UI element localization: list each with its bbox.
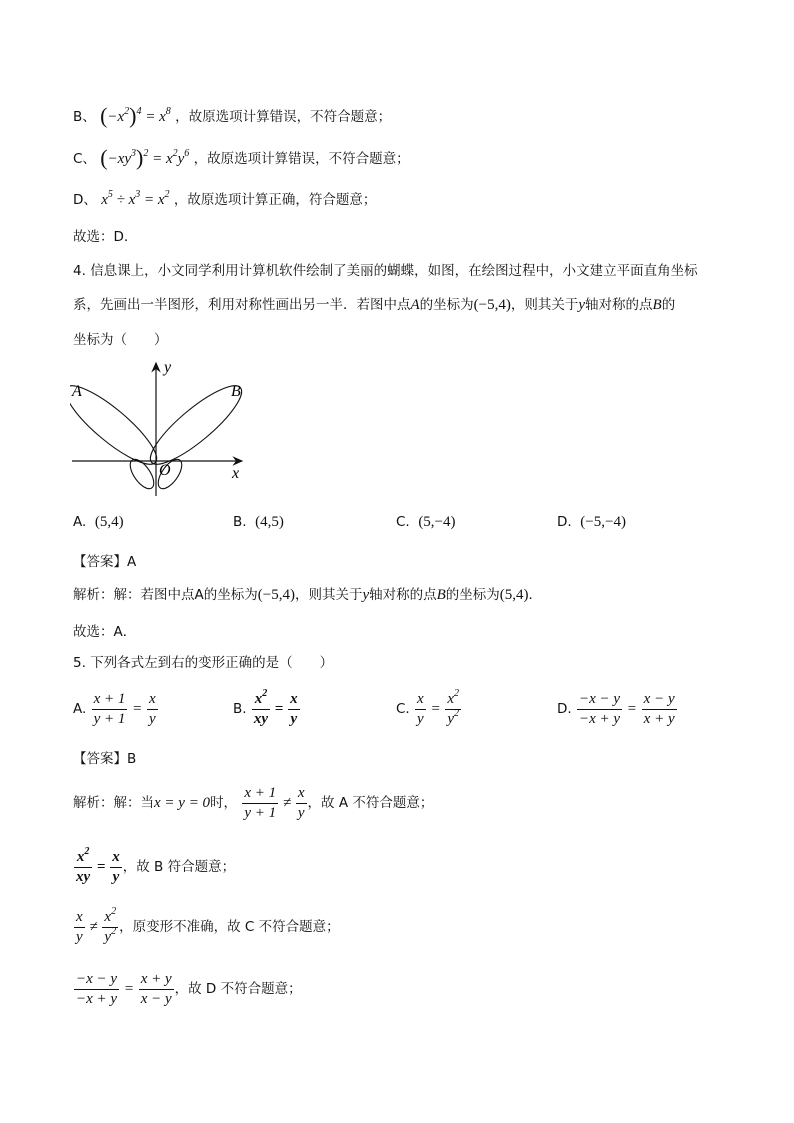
- choose-d: 故选：D．: [73, 229, 138, 245]
- label-b: B: [231, 383, 241, 400]
- label-a: A: [72, 383, 82, 400]
- line-d-prefix: D、: [73, 192, 97, 208]
- q5-analysis-1a: 解析：解：当: [73, 794, 154, 811]
- q4-analysis-d: 的坐标为: [445, 587, 500, 603]
- option-letter: A.: [73, 514, 87, 530]
- label-origin: O: [159, 462, 171, 479]
- option-letter: B.: [233, 514, 247, 530]
- q4-text-1: 信息课上，小文同学利用计算机软件绘制了美丽的蝴蝶，如图，在绘图过程中，小文建立平面直角坐标: [90, 263, 698, 279]
- q5-analysis-4: [73, 970, 302, 1009]
- q5-analysis-1: [73, 784, 433, 823]
- q5-text: 下列各式左到右的变形正确的是（ ）: [90, 655, 334, 671]
- q5-number: 5.: [73, 655, 86, 671]
- q4-analysis-a: 解析：解：若图中点A的坐标为: [73, 587, 258, 603]
- solution-line-d: [73, 190, 376, 210]
- q4-analysis-b: ，则其关于: [294, 587, 363, 603]
- q4-analysis-coord-b: (5,4): [499, 587, 529, 603]
- q5-analysis-3-text: ，原变形不准确，故 C 不符合题意；: [119, 918, 340, 935]
- formula-q5-a: $\frac{x + 1}{y + 1}$ = $\frac{x}{y}$: [93, 691, 156, 727]
- solution-line-b: [73, 103, 392, 128]
- formula-q5-analysis-b: $\frac{x^2}{xy}$ = $\frac{x}{y}$: [76, 846, 120, 885]
- q4-text-2c: ，则其关于: [510, 297, 579, 313]
- option-value: (5,−4): [418, 514, 456, 530]
- line-c-suffix: ，故原选项计算错误，不符合题意；: [193, 151, 410, 167]
- line-b-prefix: B、: [73, 109, 96, 125]
- q4-text-2b: 的坐标为: [419, 297, 474, 313]
- q4-analysis-coord-a: (−5,4): [257, 587, 295, 603]
- q5-analysis-1b: 时，: [210, 794, 238, 811]
- formula-q5-analysis-c: $\frac{x}{y}$ ≠ $\frac{x^2}{y^2}$: [76, 906, 117, 945]
- q4-axis: y: [578, 297, 586, 313]
- formula-q5-analysis-a: $\frac{x + 1}{y + 1}$ ≠ $\frac{x}{y}$: [244, 785, 305, 821]
- q4-analysis-c: 轴对称的点: [369, 587, 437, 603]
- option-letter: B.: [233, 700, 247, 717]
- formula-b: $(-x^2)^4 = x^8$: [100, 103, 171, 128]
- q5-analysis-2-text: ，故 B 符合题意；: [122, 858, 236, 875]
- q4-option-d: [557, 512, 626, 532]
- q4-analysis-axis: y: [362, 587, 370, 603]
- q4-line-3: 坐标为（ ）: [73, 332, 168, 348]
- q5-answer: 【答案】B: [73, 751, 137, 767]
- q4-line-1: [73, 261, 698, 281]
- q4-answer: 【答案】A: [73, 554, 137, 570]
- q4-option-b: [233, 512, 284, 532]
- q4-text-2a: 系，先画出一半图形，利用对称性画出另一半．若图中点: [73, 297, 411, 313]
- option-letter: C.: [396, 514, 410, 530]
- q5-option-b: [233, 690, 301, 729]
- formula-q5-d: $\frac{-x - y}{-x + y}$ = $\frac{x - y}{x + y}$: [578, 691, 675, 727]
- q5-analysis-3: [73, 908, 340, 947]
- q4-number: 4.: [73, 263, 86, 279]
- label-y: y: [164, 359, 172, 376]
- q4-option-a: [73, 512, 124, 532]
- q4-analysis: [73, 585, 542, 605]
- q4-point-b: B: [652, 297, 662, 313]
- q4-line-2: [73, 295, 675, 315]
- formula-q5-c: $\frac{x}{y}$ = $\frac{x^2}{y^2}$: [417, 688, 459, 727]
- formula-q5-analysis-d: $\frac{-x - y}{-x + y}$ = $\frac{x + y}{x - y}$: [76, 971, 172, 1007]
- q4-analysis-e: ．: [528, 587, 543, 603]
- line-b-suffix: ，故原选项计算错误，不符合题意；: [175, 109, 392, 125]
- q4-coord-a: (−5,4): [473, 297, 511, 313]
- q4-choose: 故选：A．: [73, 624, 137, 640]
- option-value: (5,4): [94, 514, 124, 530]
- label-x: x: [232, 465, 240, 482]
- q4-text-2e: 的: [661, 297, 676, 313]
- q4-option-c: [396, 512, 456, 532]
- left-upper-wing: [70, 375, 166, 474]
- formula-c: $(-xy^3)^2 = x^2y^6$: [100, 145, 190, 170]
- q5-analysis-2: [73, 848, 235, 887]
- line-c-prefix: C、: [73, 151, 96, 167]
- q5-line: [73, 653, 333, 673]
- option-value: (−5,−4): [580, 514, 626, 530]
- option-value: (4,5): [255, 514, 284, 530]
- solution-line-c: [73, 145, 410, 170]
- q5-option-c: [396, 690, 462, 729]
- formula-q5-b: $\frac{x^2}{xy}$ = $\frac{x}{y}$: [253, 688, 298, 727]
- butterfly-figure: [70, 358, 250, 498]
- option-letter: A.: [73, 700, 87, 717]
- q5-analysis-4-text: ，故 D 不符合题意；: [174, 980, 302, 997]
- q5-analysis-1c: ，故 A 不符合题意；: [307, 794, 434, 811]
- line-d-suffix: ，故原选项计算正确，符合题意；: [173, 192, 377, 208]
- q5-option-d: [557, 690, 678, 729]
- formula-xy0: x = y = 0: [154, 794, 211, 811]
- q4-text-2d: 轴对称的点: [585, 297, 653, 313]
- formula-d: $x^5 \div x^3 = x^2$: [101, 189, 170, 208]
- option-letter: D.: [557, 700, 572, 717]
- q4-analysis-point-b: B: [436, 587, 446, 603]
- option-letter: C.: [396, 700, 410, 717]
- q4-point-a: A: [410, 297, 420, 313]
- option-letter: D.: [557, 514, 572, 530]
- q5-option-a: [73, 690, 159, 729]
